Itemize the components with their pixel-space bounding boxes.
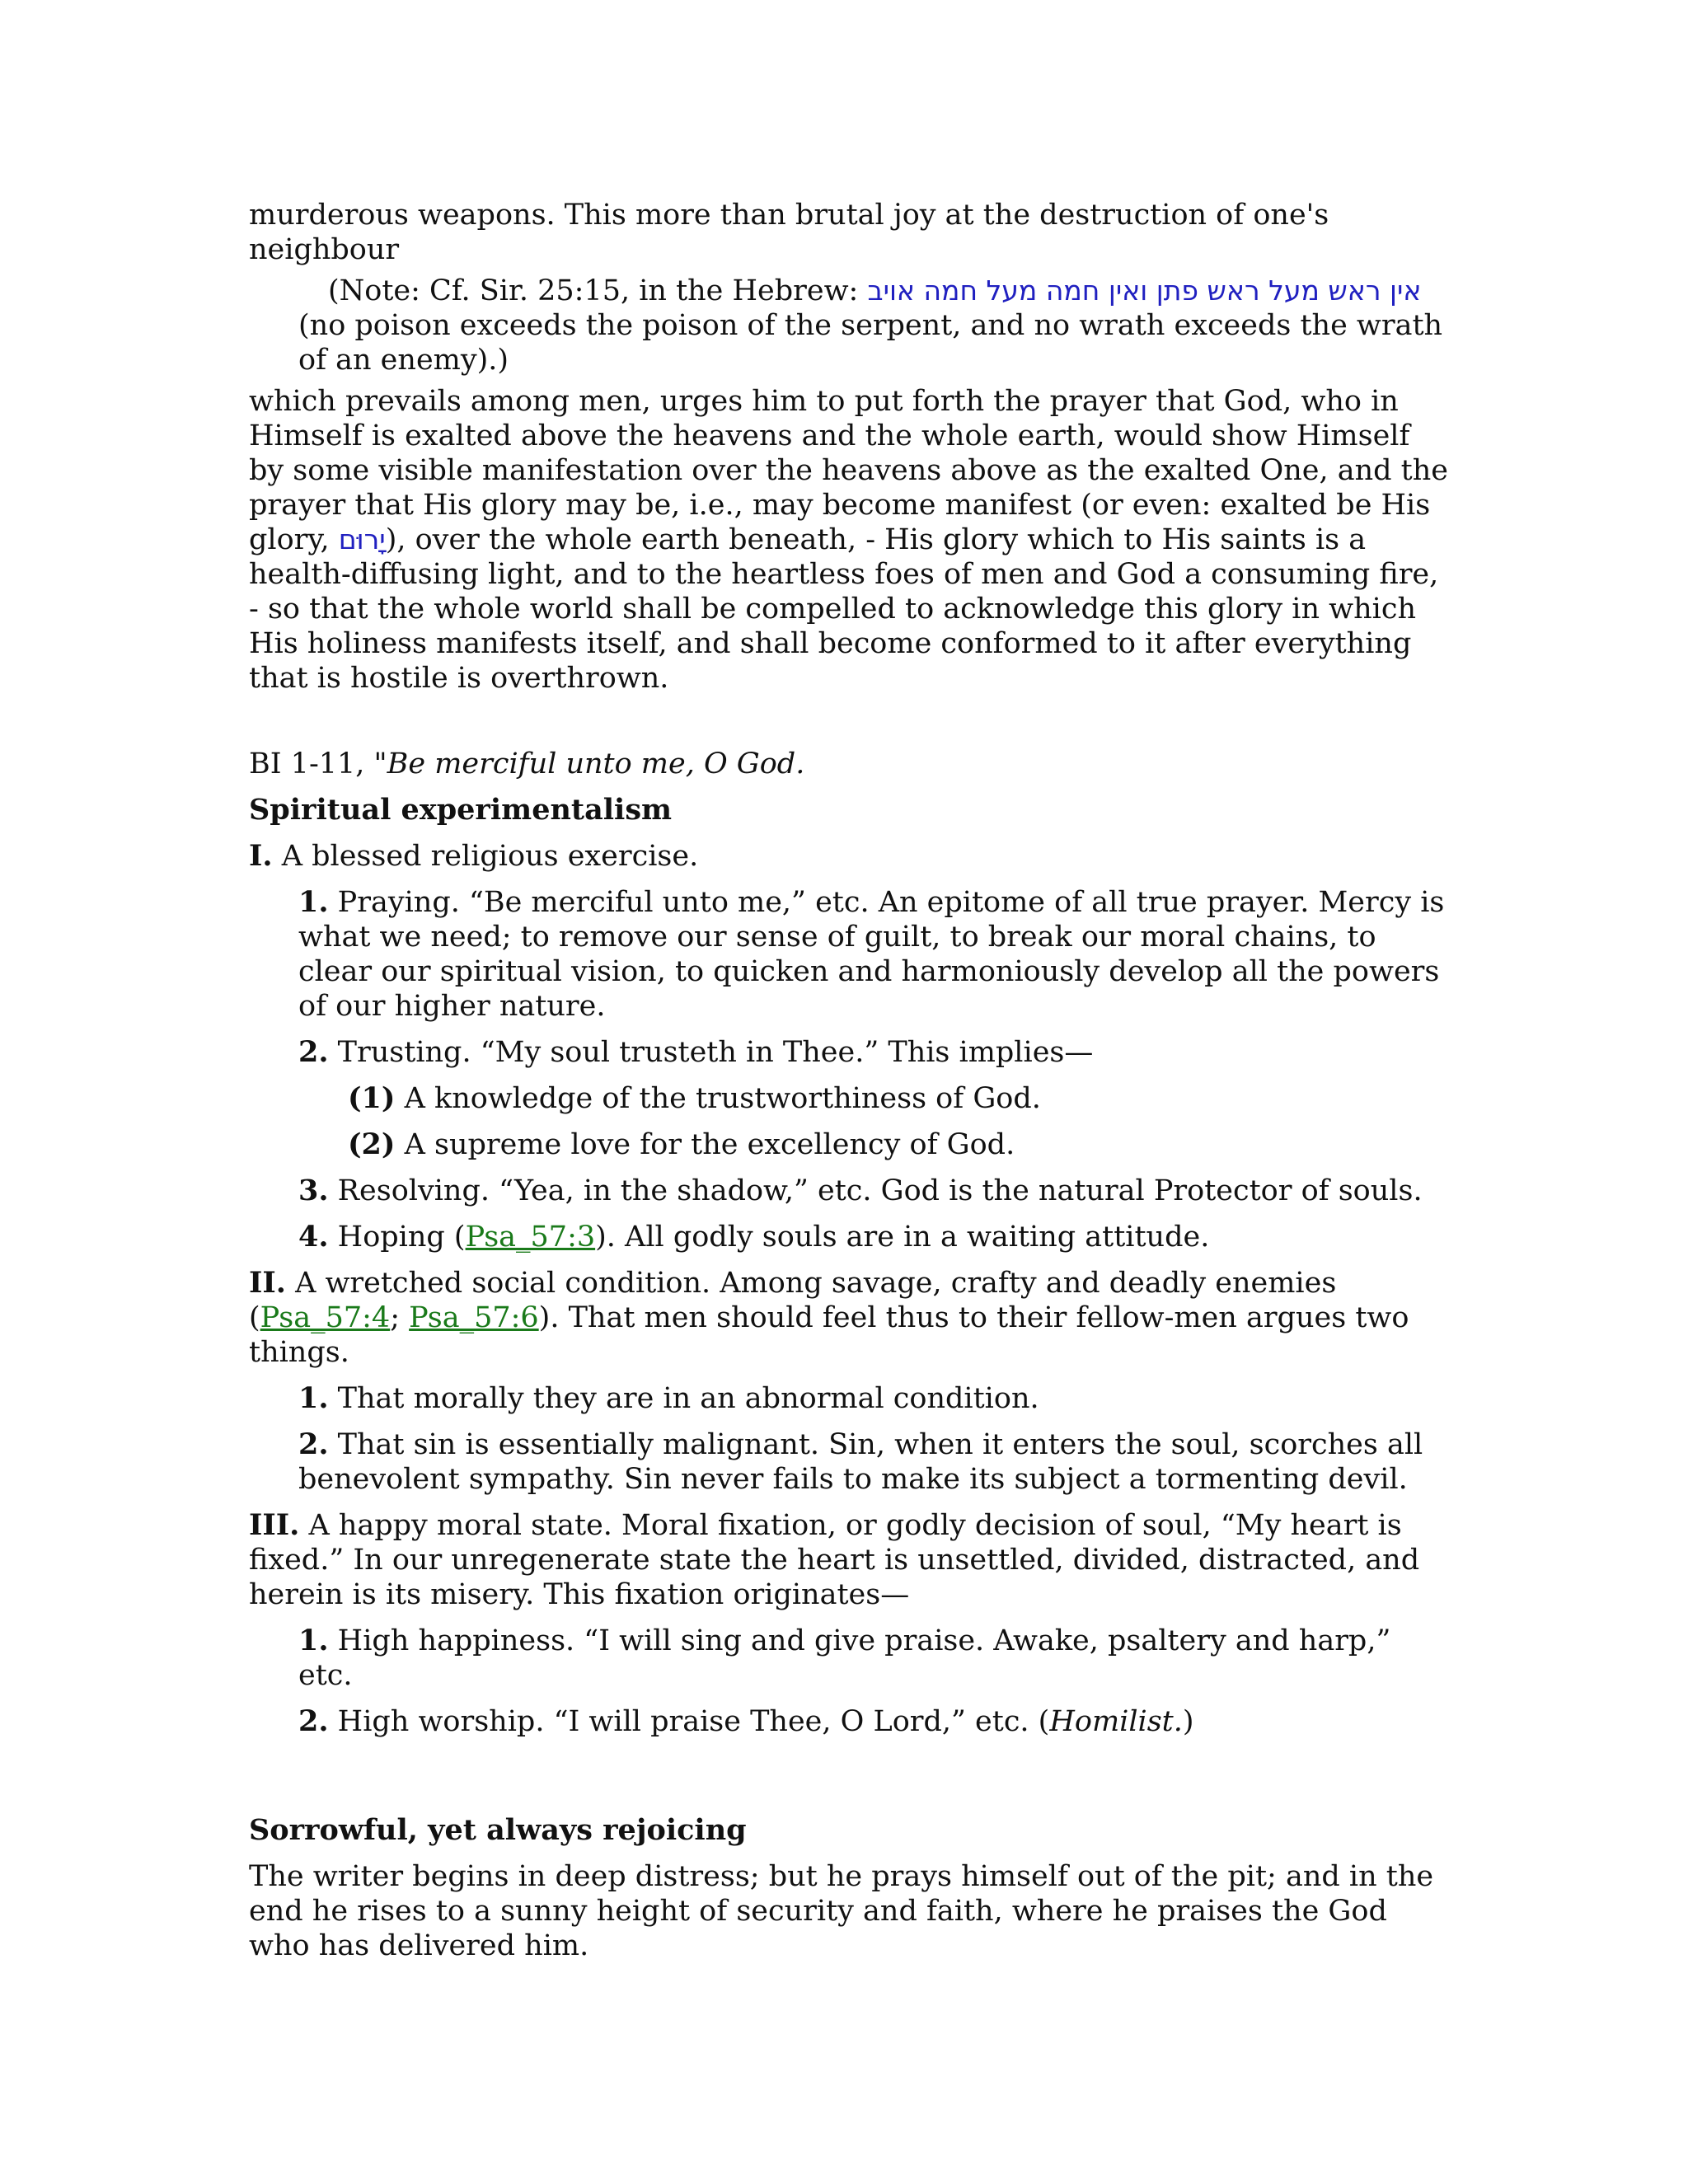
hebrew-text: אין ראש מעל ראש פתן ואין חמה מעל חמה אויב [867, 274, 1422, 307]
point-text: That morally they are in an abnormal condition. [328, 1382, 1039, 1415]
point-number: I. [249, 839, 273, 873]
point-2-1 [249, 1381, 1452, 1416]
point-number: 2. [298, 1704, 329, 1738]
point-text: That sin is essentially malignant. Sin, when it enters the soul, scorches all benevolent sympathy. Sin never fails to make its subject a tormenting devil. [298, 1428, 1423, 1496]
footnote-rest: (no poison exceeds the poison of the serpent, and no wrath exceeds the wrath of an enemy).) [298, 309, 1443, 377]
bi-italic: Be merciful unto me, O God. [387, 748, 805, 780]
point-text: Praying. “Be merciful unto me,” etc. An epitome of all true prayer. Mercy is what we need; to remove our sense of guilt, to break our moral chains, to clear our spiritual vision, to quicken and harmoniously develop all the powers of our higher nature. [298, 886, 1445, 1023]
scripture-link-psa-57-4[interactable]: Psa_57:4 [260, 1301, 391, 1334]
point-number: III. [249, 1508, 300, 1542]
point-1 [249, 839, 1452, 874]
point-text: High happiness. “I will sing and give praise. Awake, psaltery and harp,” etc. [298, 1624, 1391, 1692]
point-text: High worship. “I will praise Thee, O Lord,” etc. ( [328, 1705, 1050, 1738]
point-1-4 [249, 1220, 1452, 1254]
point-text: ) [1182, 1705, 1194, 1738]
point-2-2 [249, 1427, 1452, 1497]
point-number: 1. [298, 885, 329, 919]
point-number: 2. [298, 1427, 329, 1461]
hebrew-word: יָרוּם [338, 523, 386, 555]
paragraph-main-b: ), over the whole earth beneath, - His glory which to His saints is a health-diffusing light, and to the heartless foes of men and God a consuming fire, - so that the whole world shall be compelled to acknowledge this glory in which His holiness manifests itself, and shall become conformed to it after everything that is hostile is overthrown. [249, 523, 1439, 695]
footnote [249, 274, 1452, 377]
bi-reference [249, 747, 1452, 781]
point-text: A knowledge of the trustworthiness of God. [395, 1082, 1041, 1115]
point-2 [249, 1266, 1452, 1370]
point-text: A wretched social condition. Among savage, crafty and deadly enemies ( [249, 1267, 1337, 1334]
section-heading-spiritual: Spiritual experimentalism [249, 793, 673, 827]
point-text: ; [390, 1301, 410, 1334]
point-1-3 [249, 1174, 1452, 1208]
point-3-2 [249, 1704, 1452, 1739]
point-1-2 [249, 1035, 1452, 1070]
point-text: Resolving. “Yea, in the shadow,” etc. God is the natural Protector of souls. [328, 1174, 1423, 1207]
point-3-1 [249, 1624, 1452, 1693]
point-number: 4. [298, 1220, 329, 1254]
point-source: Homilist. [1049, 1705, 1183, 1738]
paragraph-closing: The writer begins in deep distress; but he prays himself out of the pit; and in the end he rises to a sunny height of security and faith, where he praises the God who has delivered him. [249, 1860, 1434, 1962]
point-text: ). That men should feel thus to their fellow-men argues two things. [249, 1301, 1409, 1369]
point-text: ). All godly souls are in a waiting attitude. [595, 1221, 1210, 1254]
point-number: 2. [298, 1035, 329, 1069]
paragraph-intro: murderous weapons. This more than brutal joy at the destruction of one's neighbour [249, 199, 1329, 266]
point-1-2-b [249, 1127, 1452, 1162]
section-heading-sorrowful: Sorrowful, yet always rejoicing [249, 1813, 747, 1847]
point-number: (2) [348, 1127, 396, 1161]
point-text: Hoping ( [328, 1221, 466, 1254]
point-number: II. [249, 1266, 286, 1300]
point-number: 3. [298, 1174, 329, 1207]
scripture-link-psa-57-3[interactable]: Psa_57:3 [465, 1221, 596, 1254]
footnote-open: (Note: Cf. Sir. 25:15, in the Hebrew: [328, 274, 868, 307]
point-1-1 [249, 885, 1452, 1024]
point-text: A supreme love for the excellency of God. [395, 1128, 1015, 1161]
point-number: 1. [298, 1624, 329, 1657]
document-page [249, 198, 1452, 1963]
scripture-link-psa-57-6[interactable]: Psa_57:6 [409, 1301, 539, 1334]
point-3 [249, 1508, 1452, 1612]
point-1-2-a [249, 1081, 1452, 1116]
point-number: (1) [348, 1081, 396, 1115]
point-number: 1. [298, 1381, 329, 1415]
bi-prefix: BI 1-11, " [249, 748, 387, 780]
paragraph-main [249, 384, 1452, 696]
paragraph-main-a: which prevails among men, urges him to put forth the prayer that God, who in Himself is exalted above the heavens and the whole earth, would show Himself by some visible manifestation over the heavens above as the exalted One, and the prayer that His glory may be, i.e., may become manifest (or even: exalted be His glory, [249, 385, 1448, 556]
point-text: Trusting. “My soul trusteth in Thee.” This implies— [328, 1036, 1094, 1069]
point-text: A blessed religious exercise. [272, 840, 699, 873]
point-text: A happy moral state. Moral fixation, or godly decision of soul, “My heart is fixed.” In our unregenerate state the heart is unsettled, divided, distracted, and herein is its misery. This fixation originates— [249, 1509, 1420, 1611]
